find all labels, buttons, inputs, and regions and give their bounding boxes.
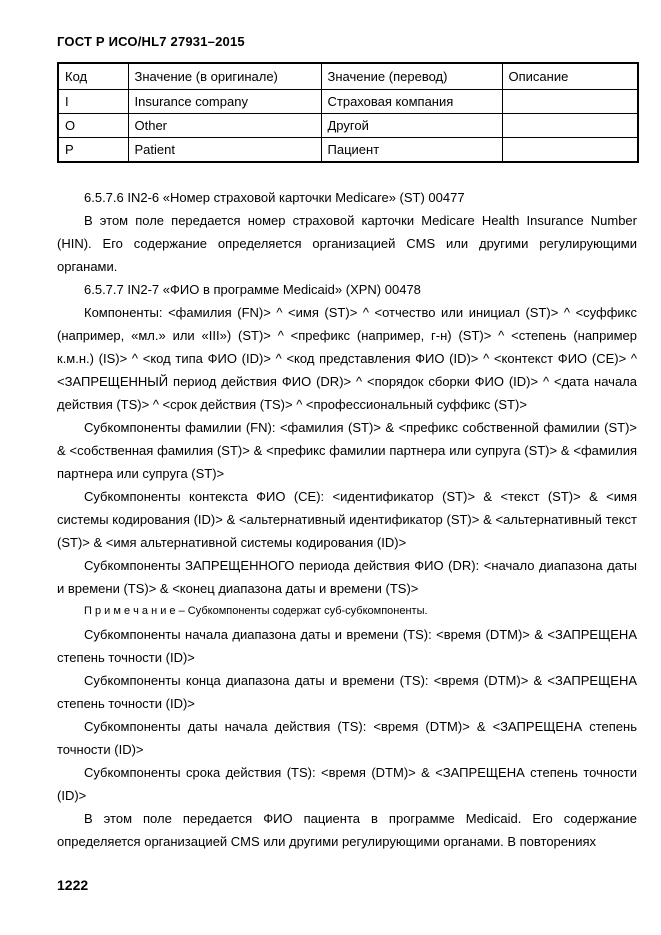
table-cell-translated: Пациент (321, 138, 502, 163)
column-header-code: Код (58, 63, 128, 90)
document-body (57, 186, 637, 853)
clause-heading: 6.5.7.7 IN2-7 «ФИО в программе Medicaid» (XPN) 00478 (84, 282, 421, 297)
paragraph: Компоненты: <фамилия (FN)> ^ <имя (ST)> ^ <отчество или инициал (ST)> ^ <суффикс (например, «мл.» или «III») (ST)> ^ <префикс (например, г-н) (ST)> ^ <степень (например к.м.н.) (IS)> ^ <код типа ФИО (ID)> ^ <код представления ФИО (ID)> ^ <контекст ФИО (CE)> ^ <ЗАПРЕЩЕННЫЙ период действия ФИО (DR)> ^ <порядок сборки ФИО (ID)> ^ <дата начала действия (TS)> ^ <срок действия (TS)> ^ <профессиональный суффикс (ST)> (57, 305, 637, 412)
column-header-value-translated: Значение (перевод) (321, 63, 502, 90)
table-row (58, 114, 638, 138)
paragraph: В этом поле передается номер страховой карточки Medicare Health Insurance Number (HIN). Его содержание определяется организацией CMS или другими регулирующими органами. (57, 213, 637, 274)
table-cell-code: P (58, 138, 128, 163)
code-value-table (57, 62, 639, 163)
document-header: ГОСТ Р ИСО/HL7 27931–2015 (57, 34, 245, 49)
paragraph: Субкомпоненты даты начала действия (TS): <время (DTM)> & <ЗАПРЕЩЕНА степень точности (ID)> (57, 719, 637, 757)
paragraph: В этом поле передается ФИО пациента в программе Medicaid. Его содержание определяется организацией CMS или другими регулирующими органами. В повторениях (57, 811, 637, 849)
clause-heading: 6.5.7.6 IN2-6 «Номер страховой карточки Medicare» (ST) 00477 (84, 190, 465, 205)
column-header-value-original: Значение (в оригинале) (128, 63, 321, 90)
table-cell-original: Insurance company (128, 90, 321, 114)
page-number: 1222 (57, 877, 89, 893)
table-row (58, 138, 638, 163)
paragraph: Субкомпоненты ЗАПРЕЩЕННОГО периода действия ФИО (DR): <начало диапазона даты и времени (TS)> & <конец диапазона даты и времени (TS)> (57, 558, 637, 596)
paragraph: Субкомпоненты срока действия (TS): <время (DTM)> & <ЗАПРЕЩЕНА степень точности (ID)> (57, 765, 637, 803)
table-cell-original: Patient (128, 138, 321, 163)
table-cell-description (502, 90, 638, 114)
paragraph: Субкомпоненты фамилии (FN): <фамилия (ST)> & <префикс собственной фамилии (ST)> & <собственная фамилия (ST)> & <префикс фамилии партнера или супруга (ST)> & <фамилия партнера или супруга (ST)> (57, 420, 637, 481)
table-cell-code: O (58, 114, 128, 138)
table-cell-original: Other (128, 114, 321, 138)
table-row (58, 90, 638, 114)
table-cell-description (502, 114, 638, 138)
note-paragraph: П р и м е ч а н и е – Субкомпоненты содержат суб-субкомпоненты. (84, 605, 428, 617)
column-header-description: Описание (502, 63, 638, 90)
paragraph: Субкомпоненты начала диапазона даты и времени (TS): <время (DTM)> & <ЗАПРЕЩЕНА степень точности (ID)> (57, 627, 637, 665)
table-cell-code: I (58, 90, 128, 114)
paragraph: Субкомпоненты конца диапазона даты и времени (TS): <время (DTM)> & <ЗАПРЕЩЕНА степень точности (ID)> (57, 673, 637, 711)
table-cell-translated: Другой (321, 114, 502, 138)
paragraph: Субкомпоненты контекста ФИО (CE): <идентификатор (ST)> & <текст (ST)> & <имя системы кодирования (ID)> & <альтернативный идентификатор (ST)> & <альтернативный текст (ST)> & <имя альтернативной системы кодирования (ID)> (57, 489, 637, 550)
table-header-row (58, 63, 638, 90)
table-cell-translated: Страховая компания (321, 90, 502, 114)
table-cell-description (502, 138, 638, 163)
